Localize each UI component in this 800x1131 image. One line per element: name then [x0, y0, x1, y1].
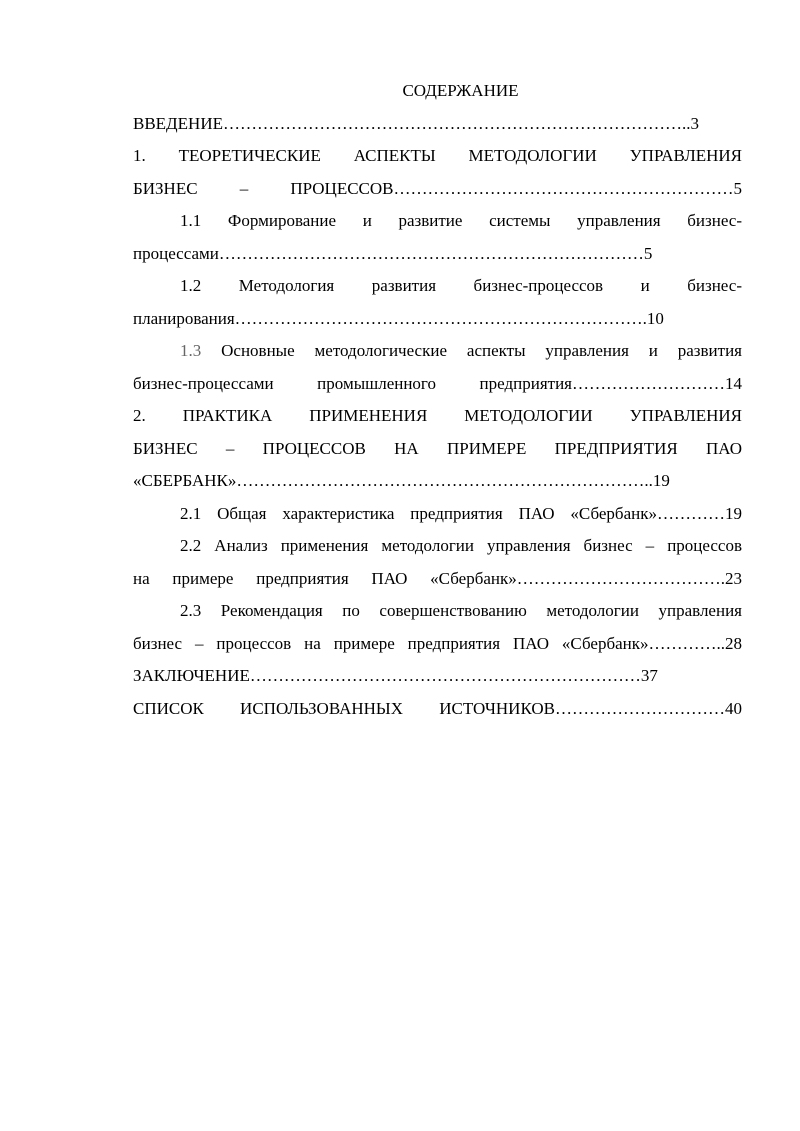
toc-line: 1.1 Формирование и развитие системы управления бизнес-	[180, 211, 742, 230]
toc-line: 2.2 Анализ применения методологии управления бизнес – процессов	[180, 536, 742, 555]
toc-line: 2. ПРАКТИКА ПРИМЕНЕНИЯ МЕТОДОЛОГИИ УПРАВЛЕНИЯ	[133, 406, 742, 425]
toc-line: ВВЕДЕНИЕ………………………………………………………………………..3	[133, 113, 699, 133]
toc-entry-section-2-2[interactable]	[133, 530, 742, 595]
toc-line: бизнес-процессами промышленного предприятия………………………14	[133, 373, 742, 393]
toc-entry-chapter-2[interactable]	[133, 400, 742, 498]
toc-entry-section-1-3[interactable]	[133, 335, 742, 400]
toc-line: ЗАКЛЮЧЕНИЕ……………………………………………………………37	[133, 666, 658, 685]
section-number: 1.3	[180, 341, 202, 360]
toc-entry-section-2-3[interactable]	[133, 595, 742, 660]
toc-line-text: Основные методологические аспекты управления и развития	[221, 341, 742, 360]
toc-entry-references[interactable]	[133, 693, 742, 726]
toc-line: планирования……………………………………………………………….10	[133, 308, 664, 328]
toc-line: 2.3 Рекомендация по совершенствованию методологии управления	[180, 601, 742, 620]
toc-entry-section-2-1[interactable]	[133, 498, 742, 531]
toc-line-first	[133, 335, 742, 368]
toc-entry-conclusion[interactable]	[133, 660, 742, 693]
toc-entry-section-1-2[interactable]	[133, 270, 742, 335]
toc-line: на примере предприятия ПАО «Сбербанк»……………………………….23	[133, 568, 742, 588]
toc-line: 2.1 Общая характеристика предприятия ПАО «Сбербанк»…………19	[180, 503, 742, 523]
toc-line: БИЗНЕС – ПРОЦЕССОВ НА ПРИМЕРЕ ПРЕДПРИЯТИЯ ПАО	[133, 438, 742, 458]
toc-line: СПИСОК ИСПОЛЬЗОВАННЫХ ИСТОЧНИКОВ…………………………40	[133, 698, 742, 718]
toc-line: 1. ТЕОРЕТИЧЕСКИЕ АСПЕКТЫ МЕТОДОЛОГИИ УПРАВЛЕНИЯ	[133, 146, 742, 165]
toc-line: «СБЕРБАНК»………………………………………………………………..19	[133, 471, 670, 490]
toc-line: процессами…………………………………………………………………5	[133, 243, 653, 263]
toc-entry-introduction[interactable]	[133, 108, 742, 141]
toc-line: БИЗНЕС – ПРОЦЕССОВ……………………………………………………5	[133, 178, 742, 198]
toc-entry-section-1-1[interactable]	[133, 205, 742, 270]
document-page	[133, 75, 742, 725]
toc-line: бизнес – процессов на примере предприятия ПАО «Сбербанк»…………..28	[133, 633, 742, 653]
toc-line: 1.2 Методология развития бизнес-процессов и бизнес-	[180, 276, 742, 295]
page-title: СОДЕРЖАНИЕ	[402, 81, 519, 100]
toc-entry-chapter-1[interactable]	[133, 140, 742, 205]
